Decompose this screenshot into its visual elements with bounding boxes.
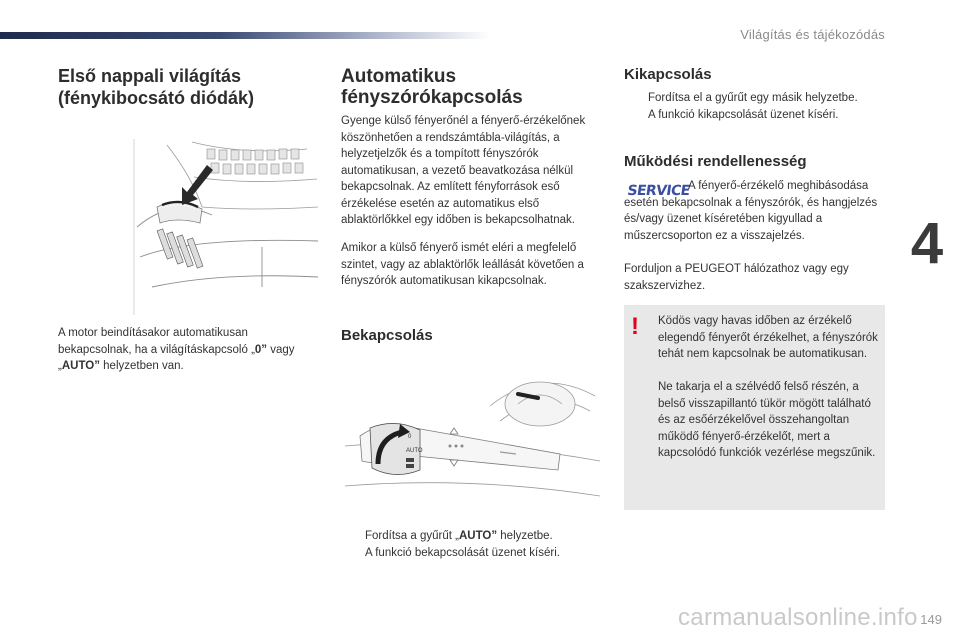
warning-text-1: Ködös vagy havas időben az érzékelő elegendő fényerőt érzékelhet, a fényszórók tehát nem kapcsolnak be automatikusan. [658,315,878,360]
automatic-paragraph-2: Amikor a külső fényerő ismét eléri a megfelelő szintet, vagy az ablaktörlők leállását követően a fényszórók automatikusan kikapcsolnak. [341,242,584,287]
warning-text-2: Ne takarja el a szélvédő felső részén, a belső visszapillantó tükör mögött található és az esőérzékelővel összehangoltan működő fényerő-érzékelőt, mert a kapcsolódó funkciók vezérlése megszűnik. [658,381,876,459]
automatic-paragraph-1: Gyenge külső fényerőnél a fényerő-érzékelőnek köszönhetően a rendszámtábla-világítás, a helyzetjelzők és a tompított fényszórók automatikusan, a vezető beavatkozása nélkül bekapcsolnak. Az említett fényforrások eső érzékelése esetén az automatikus első ablaktörlőkkel egy időben is bekapcsolhatnak. [341,115,586,226]
malfunction-title: Működési rendellenesség [624,153,807,170]
daylight-text: A motor beindításakor automatikusan bekapcsolnak, ha a világításkapcsoló „0” vagy „AUTO” helyzetben van. [58,327,295,372]
switch-on-title: Bekapcsolás [341,327,433,344]
switch-off-title: Kikapcsolás [624,66,712,83]
automatic-title: Automatikus fényszórókapcsolás [341,66,523,108]
warning-exclamation-icon: ! [631,313,639,340]
page-number: 149 [920,612,942,627]
lighting-stalk-illustration [340,366,602,512]
stalk-label-0: 0 [408,434,412,440]
malfunction-text: A fényerő-érzékelő meghibásodása esetén bekapcsolnak a fényszórók, és hangjelzés és/vagy üzenet kíséretében kigyullad a műszercsoporton ez a visszajelzés. [624,180,878,242]
daylight-title: Első nappali világítás (fénykibocsátó diódák) [58,66,255,108]
switch-on-bullet: Fordítsa a gyűrűt „AUTO” helyzetbe. A funkció bekapcsolását üzenet kíséri. [365,530,560,559]
malfunction-text-2: Forduljon a PEUGEOT hálózathoz vagy egy szakszervizhez. [624,263,849,292]
stalk-label-auto: AUTO [406,448,423,454]
section-title: Világítás és tájékozódás [740,27,885,42]
watermark: carmanualsonline.info [678,604,918,631]
switch-off-bullet: Fordítsa el a gyűrűt egy másik helyzetbe. A funkció kikapcsolását üzenet kíséri. [648,92,858,121]
front-bumper-illustration [132,137,318,315]
service-warning-icon: SERVICE [626,183,691,199]
header-bar [0,32,490,39]
chapter-number: 4 [910,211,944,276]
